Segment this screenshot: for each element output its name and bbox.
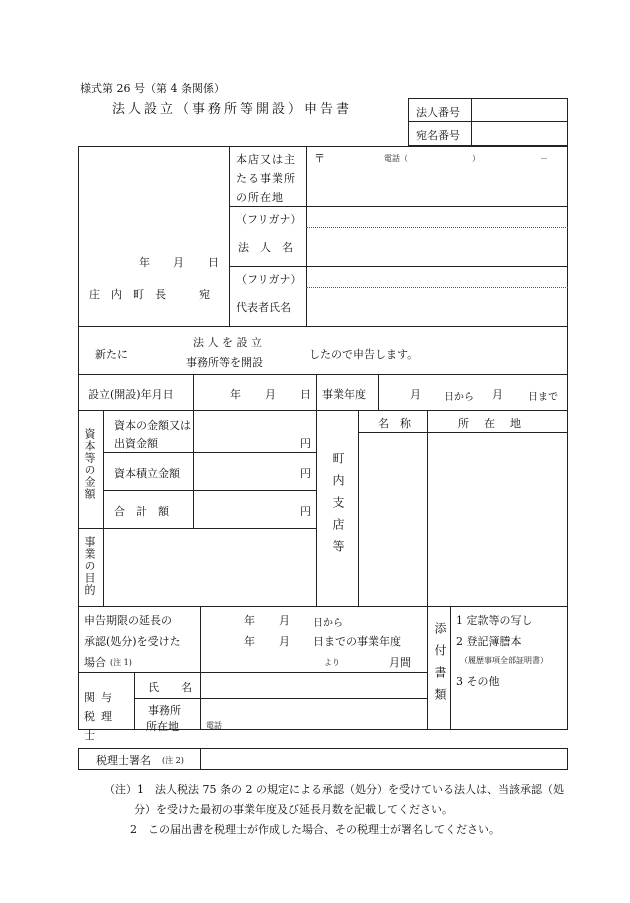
- furigana-label: （フリガナ）: [236, 213, 302, 226]
- tax-accountant-office-label-2: 所在地: [146, 720, 179, 733]
- extension-note: (注 1): [110, 658, 132, 667]
- fiscal-year-label: 事業年度: [322, 388, 366, 401]
- capital-total-label: 合 計 額: [114, 505, 169, 518]
- addressee-number-label: 宛名番号: [416, 129, 460, 142]
- extension-label-line1: 申告期限の延長の: [84, 614, 172, 627]
- note-2: 2 この届出書を税理士が作成した場合、その税理士が署名してください。: [130, 823, 500, 836]
- postal-mark: 〒: [314, 152, 325, 165]
- note-1-line-1: （注）1 法人税法 75 条の 2 の規定による承認（処分）を受けている法人は、当該承認（処: [104, 783, 564, 796]
- corp-name-field[interactable]: [308, 229, 566, 264]
- capital-amount-label: 資本の金額又は出資金額: [114, 419, 191, 450]
- branch-name-field[interactable]: [360, 434, 426, 604]
- representative-label: 代表者氏名: [236, 301, 291, 314]
- extension-to-day: 日までの事業年度: [313, 635, 401, 648]
- addressee-label: 庄 内 町 長 宛: [89, 288, 210, 301]
- representative-name-field[interactable]: [308, 289, 566, 325]
- extension-from-month: 月: [279, 614, 290, 627]
- extension-yori: より: [324, 658, 340, 667]
- extension-from-year: 年: [244, 614, 255, 627]
- head-office-address-field[interactable]: [308, 166, 566, 204]
- tax-accountant-phone-label: 電話: [206, 721, 222, 730]
- signature-field[interactable]: [202, 749, 566, 769]
- fiscal-to-day: 日まで: [528, 392, 558, 403]
- note-1-line-2: 分）を受けた最初の事業年度及び延長月数を記載してください。: [134, 803, 453, 816]
- date-day-label: 日: [208, 256, 219, 269]
- fiscal-from-month: 月: [410, 388, 421, 401]
- corp-number-label: 法人番号: [416, 106, 460, 119]
- fiscal-from-day: 日から: [444, 392, 474, 403]
- capital-reserve-yen: 円: [300, 467, 311, 480]
- phone-label: 電話（: [384, 154, 408, 163]
- fiscal-to-month: 月: [492, 388, 503, 401]
- phone-dash: －: [540, 154, 548, 163]
- declaration-prefix: 新たに: [95, 348, 128, 361]
- establish-date-label: 設立(開設)年月日: [88, 388, 174, 401]
- furigana-label-2: （フリガナ）: [236, 273, 302, 286]
- capital-reserve-field[interactable]: [195, 454, 295, 488]
- extension-label-line2: 承認(処分)を受けた: [84, 635, 181, 648]
- declaration-option-open-office: 事務所等を開設: [186, 356, 263, 369]
- business-purpose-field[interactable]: [105, 530, 314, 604]
- form-number: 様式第 26 号（第 4 条関係）: [80, 82, 225, 95]
- extension-to-year: 年: [244, 635, 255, 648]
- date-month-label: 月: [173, 256, 184, 269]
- addressee-number-field[interactable]: [473, 122, 566, 145]
- head-office-label: 本店又は主たる事業所の所在地: [236, 153, 296, 204]
- branch-location-field[interactable]: [429, 434, 566, 604]
- capital-total-yen: 円: [300, 505, 311, 518]
- tax-accountant-name-label: 氏 名: [148, 681, 192, 694]
- branch-name-header: 名 称: [378, 417, 411, 430]
- extension-to-month: 月: [279, 635, 290, 648]
- tax-accountant-name-field[interactable]: [202, 674, 426, 696]
- branch-location-header: 所 在 地: [458, 417, 523, 430]
- signature-label: 税理士署名: [96, 754, 151, 767]
- phone-close: ）: [472, 154, 480, 163]
- capital-group-label: 資本等の金額: [83, 428, 96, 500]
- capital-total-field[interactable]: [195, 492, 295, 526]
- attachment-item-2-sub: （履歴事項全部証明書）: [460, 656, 548, 665]
- establish-year: 年: [230, 388, 241, 401]
- tax-accountant-office-field[interactable]: [202, 700, 426, 716]
- attachment-item-1: 1 定款等の写し: [456, 614, 533, 627]
- capital-reserve-label: 資本積立金額: [114, 467, 180, 480]
- signature-note: (注 2): [162, 756, 184, 765]
- branch-group-label: 町内支店等: [331, 452, 345, 562]
- attachment-item-2: 2 登記簿謄本: [456, 635, 522, 648]
- declaration-suffix: したので申告します。: [309, 348, 419, 361]
- page-title: 法人設立（事務所等開設）申告書: [112, 102, 353, 117]
- business-purpose-label: 事業の目的: [83, 536, 96, 596]
- extension-from-day: 日から: [313, 618, 343, 629]
- representative-furigana-field[interactable]: [308, 268, 566, 286]
- corp-number-field[interactable]: [473, 99, 566, 120]
- attachments-label: 添付書類: [433, 622, 447, 710]
- extension-label-line3: 場合: [84, 656, 106, 669]
- establish-month: 月: [265, 388, 276, 401]
- extension-months: 月間: [389, 656, 411, 669]
- capital-amount-yen: 円: [300, 437, 311, 450]
- date-year-label: 年: [139, 256, 150, 269]
- attachment-item-3: 3 その他: [456, 675, 500, 688]
- corp-name-furigana-field[interactable]: [308, 208, 566, 226]
- declaration-option-establish: 法 人 を 設 立: [193, 336, 262, 349]
- capital-amount-field[interactable]: [195, 412, 295, 450]
- tax-accountant-label: 関与税理士: [84, 691, 118, 742]
- corp-name-label: 法 人 名: [238, 241, 293, 254]
- tax-accountant-office-label-1: 事務所: [148, 704, 181, 717]
- establish-day: 日: [300, 388, 311, 401]
